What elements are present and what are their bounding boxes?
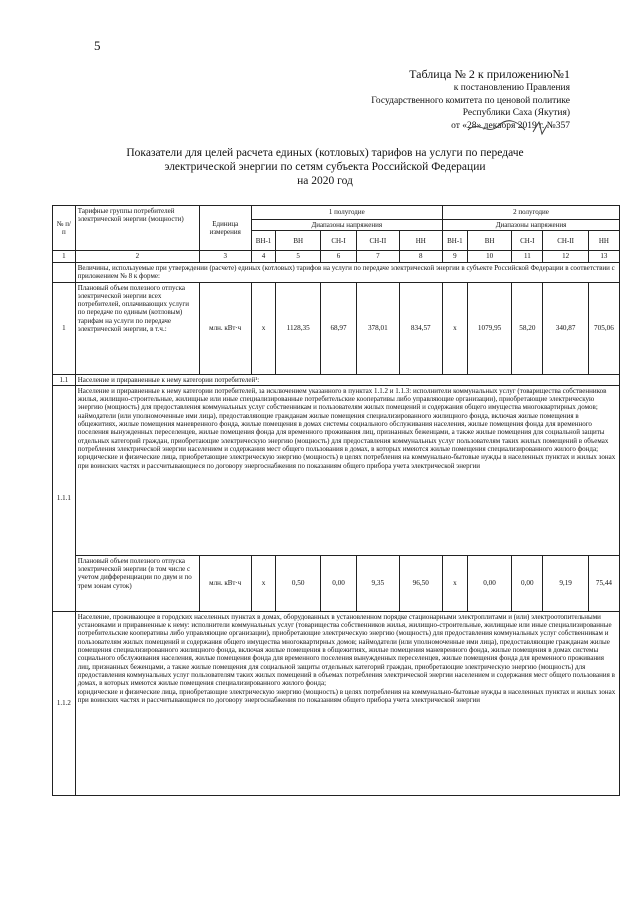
level-h1-sn1: СН-I <box>320 231 356 251</box>
head-num: № п/п <box>53 206 76 251</box>
head-group: Тарифные группы потребителей электрической энергии (мощности) <box>75 206 199 251</box>
value-cell: 0,00 <box>320 555 356 611</box>
row-description <box>75 611 619 795</box>
row-num: 1.1.2 <box>53 611 76 795</box>
value-cell: 0,00 <box>512 555 543 611</box>
row-num: 1.1 <box>53 374 76 385</box>
colnum: 5 <box>276 251 320 262</box>
colnum: 1 <box>53 251 76 262</box>
title-line-3: на 2020 год <box>297 175 353 187</box>
level-h2-sn1: СН-I <box>512 231 543 251</box>
tariff-table <box>52 205 620 796</box>
table-row <box>53 555 620 611</box>
header-table-ref: Таблица № 2 к приложению№1 <box>409 67 570 81</box>
value-cell: 9,35 <box>357 555 399 611</box>
head-half2: 2 полугодие <box>443 206 620 220</box>
colnum: 7 <box>357 251 399 262</box>
value-cell: 0,50 <box>276 555 320 611</box>
row-description-main: Население, проживающее в городских населенных пунктах в домах, оборудованных в установленном порядке стационарными электроплитами и (или) электроотопительными установками и приравненные к нему: исполнители коммунальных услуг (товарищества собственников жилья, жилищно-строительные, жилищные или иные специализированные потребительские кооперативы либо управляющие организации), приобретающие электрическую энергию (мощность) для предоставления коммунальных услуг собственникам и пользователям жилых помещений и содержания общего имущества многоквартирных домов; наймодатели (или уполномоченные ими лица), предоставляющие гражданам жилые помещения специализированного жилищного фонда, включая жилые помещения в общежитиях, жилые помещения маневренного фонда, жилые помещения в домах системы социального обслуживания населения, жилые помещения фонда для временного поселения вынужденных переселенцев, жилые помещения фонда для временного проживания лиц, признанных беженцами, а также жилые помещения для социальной защиты отдельных категорий граждан, приобретающие электрическую энергию (мощность) для предоставления коммунальных услуг пользователям таких жилых помещений в объемах потребления электрической энергии населением и содержания мест общего пользования в домах, в которых имеются жилые помещения специализированного жилого фонда; <box>77 612 615 688</box>
colnum: 9 <box>443 251 468 262</box>
value-cell: 68,97 <box>320 282 356 374</box>
value-cell: 834,57 <box>399 282 442 374</box>
value-cell: 75,44 <box>588 555 619 611</box>
colnum: 3 <box>199 251 251 262</box>
header-resolution: к постановлению Правления <box>453 83 570 93</box>
level-h2-nn: НН <box>588 231 619 251</box>
section-text: Величины, используемые при утверждении (расчете) единых (котловых) тарифов на услуги по передаче электрической энергии в субъекте Российской Федерации в соответствии с приложением № 8 к форме: <box>75 262 619 282</box>
level-h1-vn: ВН <box>276 231 320 251</box>
value-cell: 0,00 <box>467 555 511 611</box>
value-cell: х <box>443 282 468 374</box>
colnum: 4 <box>251 251 276 262</box>
row-unit: млн. кВт·ч <box>199 555 251 611</box>
level-h2-sn2: СН-II <box>543 231 589 251</box>
row-label: Плановый объем полезного отпуска электрической энергии (в том числе с учетом дифференциации по двум и по трем зонам суток) <box>75 555 199 611</box>
colnum: 10 <box>467 251 511 262</box>
value-cell: х <box>251 282 276 374</box>
colnum: 12 <box>543 251 589 262</box>
row-description-main: Население и приравненные к нему категории потребителей, за исключением указанного в пунктах 1.1.2 и 1.1.3: исполнители коммунальных услуг (товарищества собственников жилья, жилищно-строительные, жилищные или иные специализированные потребительские кооперативы либо управляющие организации), приобретающие электрическую энергию (мощность) для предоставления коммунальных услуг собственникам и пользователям жилых помещений и содержания общего имущества многоквартирных домов; наймодатели (или уполномоченные ими лица), предоставляющие гражданам жилые помещения специализированного жилищного фонда, включая жилые помещения в общежитиях, жилые помещения маневренного фонда, жилые помещения в домах системы социального обслуживания населения, жилые помещения фонда для временного поселения вынужденных переселенцев, жилые помещения фонда для временного проживания лиц, признанных беженцами, а также жилые помещения для социальной защиты отдельных категорий граждан, приобретающие электрическую энергию (мощность) для предоставления коммунальных услуг пользователям таких жилых помещений в объемах потребления электрической энергии населением и содержания мест общего пользования в домах, в которых имеются жилые помещения специализированного жилого фонда; <box>77 386 609 453</box>
value-cell: х <box>443 555 468 611</box>
row-num: 1.1.1 <box>53 385 76 611</box>
value-cell: 705,06 <box>588 282 619 374</box>
value-cell: 1079,95 <box>467 282 511 374</box>
value-cell: 96,50 <box>399 555 442 611</box>
colnum: 2 <box>75 251 199 262</box>
header-date: от «28» декабря 2019 г. №357 <box>451 120 570 131</box>
colnum: 13 <box>588 251 619 262</box>
colnum: 11 <box>512 251 543 262</box>
header-republic: Республики Саха (Якутия) <box>462 108 570 118</box>
row-unit: млн. кВт·ч <box>199 282 251 374</box>
colnum: 6 <box>320 251 356 262</box>
row-description <box>75 385 619 555</box>
value-cell: 378,01 <box>357 282 399 374</box>
value-cell: х <box>251 555 276 611</box>
value-cell: 58,20 <box>512 282 543 374</box>
head-ranges-1: Диапазоны напряжения <box>251 220 442 231</box>
title-line-2: электрической энергии по сетям субъекта Российской Федерации <box>164 161 486 173</box>
signature-mark <box>463 116 553 138</box>
title-line-1: Показатели для целей расчета единых (котловых) тарифов на услуги по передаче <box>126 147 524 159</box>
level-h2-vn: ВН <box>467 231 511 251</box>
row-description-extra: юридические и физические лица, приобретающие электрическую энергию (мощность) в целях потребления на коммунально-бытовые нужды в населенных пунктах и жилых зонах при воинских частях и рассчитывающиеся по договору энергоснабжения по показаниям общего прибора учета электрической энергии <box>77 453 616 470</box>
value-cell: 1128,35 <box>276 282 320 374</box>
head-unit: Единица измерения <box>199 206 251 251</box>
row-label: Плановый объем полезного отпуска электрической энергии всех потребителей, оплачивающих услуги по передаче по единым (котловым) тарифам на услуги по передаче электрической энергии, в т.ч.: <box>75 282 199 374</box>
table-row <box>53 282 620 374</box>
row-label: Население и приравненные к нему категории потребителей¹: <box>75 374 619 385</box>
level-h2-vn1: ВН-1 <box>443 231 468 251</box>
header-committee: Государственного комитета по ценовой политике <box>371 95 570 106</box>
row-num: 1 <box>53 282 76 374</box>
colnum: 8 <box>399 251 442 262</box>
level-h1-nn: НН <box>399 231 442 251</box>
document-title <box>90 146 560 188</box>
row-description-extra: юридические и физические лица, приобретающие электрическую энергию (мощность) в целях потребления на коммунально-бытовые нужды в населенных пунктах и жилых зонах при воинских частях и рассчитывающиеся по договору энергоснабжения по показаниям общего прибора учета электрической энергии <box>77 687 616 704</box>
head-ranges-2: Диапазоны напряжения <box>443 220 620 231</box>
value-cell: 9,19 <box>543 555 589 611</box>
head-half1: 1 полугодие <box>251 206 442 220</box>
level-h1-vn1: ВН-1 <box>251 231 276 251</box>
value-cell: 340,87 <box>543 282 589 374</box>
level-h1-sn2: СН-II <box>357 231 399 251</box>
column-numbers-row <box>53 251 620 262</box>
page-number: 5 <box>94 38 101 53</box>
